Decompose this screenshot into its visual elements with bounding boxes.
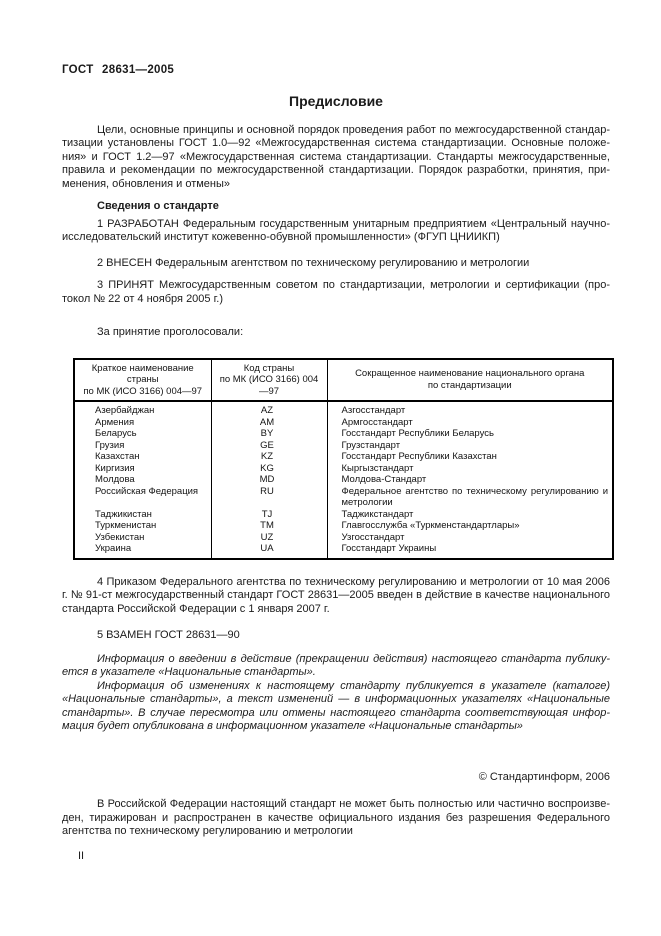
standard-info-item-3: 3 ПРИНЯТ Межгосударственным советом по стандартизации, метрологии и сертификации (протокол № 22 от 4 ноября 2005 г.) (62, 279, 610, 305)
vote-intro-line: За принятие проголосовали: (97, 326, 244, 338)
intro-paragraph: Цели, основные принципы и основной порядок проведения работ по межгосударственной стандартизации установлены ГОСТ 1.0—92 «Межгосударственная система стандартизации. Основные положения» и ГОСТ 1.2—97 «Межгосударственная система стандартизации. Стандарты межгосударственные, правила и рекомендации по межгосударственной стандартизации. Порядок разработки, принятия, применения, обновления и отмены» (62, 123, 610, 190)
publication-note-1: Информация о введении в действие (прекращении действия) настоящего стандарта публикуется в указателе «Национальные стандарты». (62, 652, 610, 678)
standard-info-item-2: 2 ВНЕСЕН Федеральным агентством по техническому регулированию и метрологии (97, 256, 530, 269)
table-row: Казахстан KZ Госстандарт Республики Казахстан (74, 451, 613, 463)
copyright-line: © Стандартинформ, 2006 (478, 770, 610, 783)
table-row: Армения AM Армгосстандарт (74, 417, 613, 429)
table-header-row (74, 359, 613, 402)
table-row: Российская Федерация RU Федеральное агентство по техническому регулированию и метрологии (74, 486, 613, 509)
reproduction-restriction-note: В Российской Федерации настоящий стандарт не может быть полностью или частично воспроизведен, тиражирован и распространен в качестве официального издания без разрешения Федерального агентства по техническому регулированию и метрологии (62, 798, 610, 837)
table-row: Грузия GE Грузстандарт (74, 440, 613, 452)
table-row: Туркменистан TM Главгосслужба «Туркменстандартлары» (74, 520, 613, 532)
column-header-country: Краткое наименование страны по МК (ИСО 3166) 004—97 (74, 359, 211, 402)
table-row: Таджикистан TJ Таджикстандарт (74, 509, 613, 521)
table-row: Узбекистан UZ Узгосстандарт (74, 532, 613, 544)
table-row: Киргизия KG Кыргызстандарт (74, 463, 613, 475)
voting-countries-table (73, 358, 614, 560)
table-row: Азербайджан AZ Азгосстандарт (74, 401, 613, 417)
table-row: Молдова MD Молдова-Стандарт (74, 474, 613, 486)
table-row: Украина UA Госстандарт Украины (74, 543, 613, 559)
page-number: II (78, 849, 85, 862)
standard-info-item-5: 5 ВЗАМЕН ГОСТ 28631—90 (97, 629, 240, 641)
page-title: Предисловие (289, 92, 383, 109)
column-header-code: Код страны по МК (ИСО 3166) 004—97 (211, 359, 327, 402)
publication-note-2: Информация об изменениях к настоящему стандарту публикуется в указателе (каталоге) «Национальные стандарты», а текст изменений — в информационных указателях «Национальные стандарты». В случае пересмотра или отмены настоящего стандарта соответствующая информация будет опубликована в информационном указателе «Национальные стандарты» (62, 679, 610, 732)
standard-info-item-1: 1 РАЗРАБОТАН Федеральным государственным унитарным предприятием «Центральный научно-исследовательский институт кожевенно-обувной промышленности» (ФГУП ЦНИИКП) (62, 217, 610, 243)
standard-info-item-4: 4 Приказом Федерального агентства по техническому регулированию и метрологии от 10 мая 2006 г. № 91-ст межгосударственный стандарт ГОСТ 28631—2005 введен в действие в качестве национального стандарта Российской Федерации с 1 января 2007 г. (62, 575, 610, 615)
publication-notes (62, 653, 610, 734)
table-row: Беларусь BY Госстандарт Республики Беларусь (74, 428, 613, 440)
doc-code: ГОСТ 28631—2005 (62, 64, 175, 76)
section-heading: Сведения о стандарте (97, 200, 219, 212)
column-header-org: Сокращенное наименование национального органа по стандартизации (327, 359, 613, 402)
